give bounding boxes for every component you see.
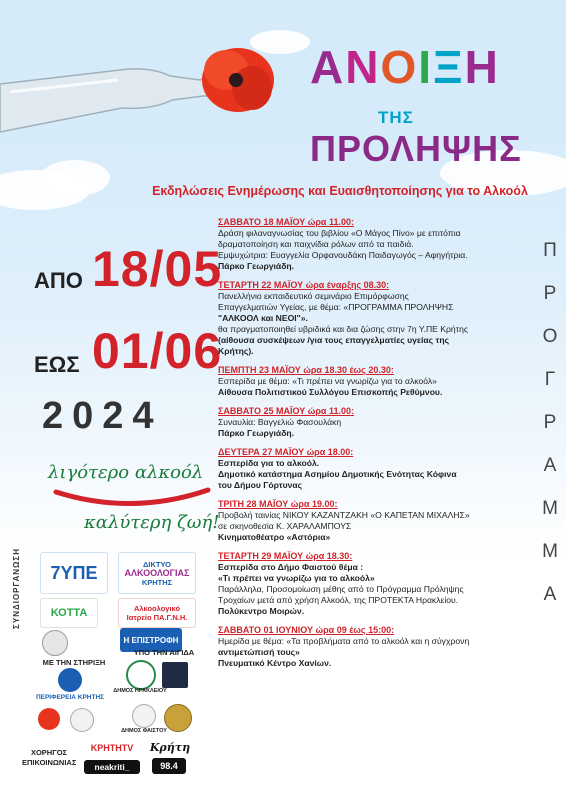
event-line: Δημοτικό κατάστημα Ασημίου Δημοτικής Ενότητας Κόφινα bbox=[218, 469, 457, 479]
to-label: ΕΩΣ bbox=[34, 352, 80, 377]
dimos-faistou-emblem-icon bbox=[132, 704, 156, 728]
event-line: του Δήμου Γόρτυνας bbox=[218, 480, 303, 490]
event-line: "ΑΛΚΟΟΛ και ΝΕΟΙ"». bbox=[218, 313, 308, 323]
event-line: Πνευματικό Κέντρο Χανίων. bbox=[218, 658, 332, 668]
title-tis: ΤΗΣ bbox=[378, 108, 414, 127]
event-item bbox=[218, 550, 538, 617]
event-title: ΠΕΜΠΤΗ 23 ΜΑΪΟΥ ώρα 18.30 έως 20.30: bbox=[218, 365, 394, 375]
event-line: Εμψυχώτρια: Ευαγγελία Ορφανουδάκη Παιδαγωγός – Αφηγήτρια. bbox=[218, 250, 468, 260]
perifereia-label: ΠΕΡΙΦΕΡΕΙΑ ΚΡΗΤΗΣ bbox=[35, 694, 105, 701]
event-item bbox=[218, 405, 538, 439]
dimos-irakleiou-label: ΔΗΜΟΣ ΗΡΑΚΛΕΙΟΥ bbox=[113, 688, 167, 694]
program-letter: Α bbox=[543, 455, 557, 476]
event-item bbox=[218, 498, 538, 543]
aegis-label: ΥΠΟ ΤΗΝ ΑΙΓΙΔΑ bbox=[133, 648, 195, 657]
title-letter: Ο bbox=[380, 41, 419, 93]
event-line: Πάρκο Γεωργιάδη. bbox=[218, 261, 295, 271]
event-item bbox=[218, 624, 538, 669]
support-label: ΜΕ ΤΗΝ ΣΤΗΡΙΞΗ bbox=[42, 658, 106, 667]
event-line: Πάρκο Γεωργιάδη. bbox=[218, 428, 295, 438]
program-letter: Ρ bbox=[543, 283, 557, 304]
event-line: Προβολή ταινίας ΝΙΚΟΥ ΚΑΖΑΝΤΖΑΚΗ «Ο ΚΑΠΕΤΑΝ ΜΙΧΑΛΗΣ» bbox=[218, 510, 470, 520]
neakriti-logo: neakriti_ bbox=[84, 760, 140, 774]
title-prolipsis: ΠΡΟΛΗΨΗΣ bbox=[310, 128, 522, 169]
dimos-faistou-label: ΔΗΜΟΣ ΦΑΙΣΤΟΥ bbox=[121, 728, 167, 734]
event-line: Παράλληλα, Προσομοίωση μέθης από το Πρόγραμμα Πρόληψης bbox=[218, 584, 464, 594]
program-vertical-label bbox=[540, 240, 560, 606]
gold-seal-icon bbox=[164, 704, 192, 732]
kriti-logo: Κρήτη bbox=[149, 740, 191, 754]
event-line: θα πραγματοποιηθεί υβριδικά και δια ζώσης στην 7η Υ.ΠΕ Κρήτης bbox=[218, 324, 468, 334]
event-title: ΣΑΒΒΑΤΟ 25 ΜΑΪΟΥ ώρα 11.00: bbox=[218, 406, 354, 416]
municipal-logo-icon bbox=[162, 662, 188, 688]
event-title: ΔΕΥΤΕΡΑ 27 ΜΑΪΟΥ ώρα 18.00: bbox=[218, 447, 354, 457]
slogan-line1: λιγότερο αλκοόλ bbox=[48, 462, 204, 483]
event-title: ΤΡΙΤΗ 28 ΜΑΪΟΥ ώρα 19.00: bbox=[218, 499, 338, 509]
dimos-irakleiou-emblem-icon bbox=[126, 660, 156, 690]
diktyo-logo-line: ΔΙΚΤΥΟ bbox=[142, 559, 172, 569]
bottle-icon bbox=[0, 69, 208, 132]
event-line: Τροχαίων μετά από χρήση Αλκοόλ, της ΠΡΟΤΕΚΤΑ Ηρακλείου. bbox=[218, 595, 459, 605]
event-line: Πολύκεντρο Μοιρών. bbox=[218, 606, 305, 616]
slogan-line2: καλύτερη ζωή! bbox=[84, 512, 220, 533]
program-letter: Ο bbox=[542, 326, 558, 347]
event-line: Κινηματοθέατρο «Αστόρια» bbox=[218, 532, 331, 542]
program-letter: Γ bbox=[544, 369, 556, 390]
title-letter: Ν bbox=[345, 41, 381, 93]
event-title: ΣΑΒΒΑΤΟ 01 ΙΟΥΝΙΟΥ ώρα 09 έως 15:00: bbox=[218, 625, 395, 635]
event-line: Εσπερίδα στο Δήμο Φαιστού θέμα : bbox=[218, 562, 364, 572]
epistrofi-logo: Η ΕΠΙΣΤΡΟΦΗ bbox=[120, 628, 182, 652]
event-title: ΣΑΒΒΑΤΟ 18 ΜΑΪΟΥ ώρα 11.00: bbox=[218, 217, 354, 227]
program-letter: Μ bbox=[542, 541, 558, 562]
program-letter: Α bbox=[543, 584, 557, 605]
event-line: Ημερίδα με θέμα: «Τα προβλήματα από το αλκοόλ και η σύγχρονη bbox=[218, 636, 470, 646]
bottle-poppy-illustration bbox=[0, 40, 290, 160]
subtitle: Εκδηλώσεις Ενημέρωσης και Ευαισθητοποίησης για το Αλκοόλ bbox=[152, 184, 528, 198]
event-line: Επαγγελματιών Υγείας, με θέμα: «ΠΡΟΓΡΑΜΜΑ ΠΡΟΛΗΨΗΣ bbox=[218, 302, 454, 312]
event-line: Συναυλία: Βαγγελιώ Φασουλάκη bbox=[218, 417, 342, 427]
title-letter: Α bbox=[310, 41, 346, 93]
event-title: ΤΕΤΑΡΤΗ 22 ΜΑΪΟΥ ώρα έναρξης 08.30: bbox=[218, 280, 390, 290]
kriti-tv-logo: ΚΡΗΤΗTV bbox=[90, 743, 134, 753]
event-line: (αίθουσα συσκέψεων /για τους επαγγελματίες υγείας της bbox=[218, 335, 450, 345]
program-letter: Ρ bbox=[543, 412, 557, 433]
iatreio-logo-line: Αλκοολογικό bbox=[133, 604, 181, 613]
title-letter: Η bbox=[464, 41, 500, 93]
ype-logo: 7ΥΠΕ bbox=[40, 552, 108, 594]
year: 2024 bbox=[42, 395, 163, 437]
to-date: 01/06 bbox=[92, 323, 223, 379]
event-title: ΤΕΤΑΡΤΗ 29 ΜΑΪΟΥ ώρα 18.30: bbox=[218, 551, 353, 561]
title-letter: Ι bbox=[418, 41, 434, 93]
event-item bbox=[218, 446, 538, 491]
title-anoixi bbox=[310, 41, 500, 93]
events-list bbox=[218, 216, 538, 676]
perifereia-emblem-icon bbox=[58, 668, 82, 692]
diktyo-logo-line: ΑΛΚΟΟΛΟΓΙΑΣ bbox=[124, 567, 190, 578]
event-line: Πανελλήνιο εκπαιδευτικό σεμινάριο Επιμόρφωσης bbox=[218, 291, 409, 301]
syndiorganosi-label: ΣΥΝΔΙΟΡΓΑΝΩΣΗ bbox=[12, 548, 21, 629]
smile-swoosh-icon bbox=[52, 486, 212, 510]
from-date: 18/05 bbox=[92, 241, 223, 297]
university-seal-icon bbox=[42, 630, 68, 656]
seal-badge-icon bbox=[70, 708, 94, 732]
from-label: ΑΠΟ bbox=[34, 268, 83, 293]
diktyo-logo bbox=[118, 552, 196, 594]
event-line: αντιμετώπισή τους» bbox=[218, 647, 300, 657]
event-line: δραματοποίηση και παιχνίδια ρόλων από τα παιδιά. bbox=[218, 239, 414, 249]
cloud-left-top bbox=[40, 160, 110, 196]
event-line: «Τι πρέπει να γνωρίζω για το αλκοόλ» bbox=[218, 573, 375, 583]
event-line: Κρήτης). bbox=[218, 346, 254, 356]
comm-sponsor-label-line: ΕΠΙΚΟΙΝΩΝΙΑΣ bbox=[22, 758, 77, 767]
poppy-badge-icon bbox=[38, 708, 60, 730]
event-line: σε σκηνοθεσία Κ. ΧΑΡΑΛΑΜΠΟΥΣ bbox=[218, 521, 352, 531]
title-letter: Ξ bbox=[433, 41, 465, 93]
event-item bbox=[218, 364, 538, 398]
iatreio-logo bbox=[118, 598, 196, 628]
diktyo-logo-line: ΚΡΗΤΗΣ bbox=[141, 577, 173, 587]
event-item bbox=[218, 279, 538, 357]
program-letter: Π bbox=[543, 240, 557, 261]
program-letter: Μ bbox=[542, 498, 558, 519]
comm-sponsor-label bbox=[22, 748, 76, 768]
iatreio-logo-line: Ιατρείο ΠΑ.Γ.Ν.Η. bbox=[126, 613, 188, 622]
poppy-icon bbox=[202, 48, 274, 112]
event-item bbox=[218, 216, 538, 272]
event-line: Εσπερίδα με θέμα: «Τι πρέπει να γνωρίζω για το αλκοόλ» bbox=[218, 376, 437, 386]
comm-sponsor-label-line: ΧΟΡΗΓΟΣ bbox=[30, 748, 68, 757]
event-line: Αίθουσα Πολιτιστικού Συλλόγου Επισκοπής Ρεθύμνου. bbox=[218, 387, 443, 397]
event-line: Δράση φιλαναγνωσίας του βιβλίου «Ο Μάγος Πίνο» με επιτόπια bbox=[218, 228, 461, 238]
radio-984-logo: 98.4 bbox=[152, 758, 186, 774]
event-line: Εσπερίδα για το αλκοόλ. bbox=[218, 458, 320, 468]
kotta-logo: ΚΟΤΤΑ bbox=[40, 598, 98, 628]
